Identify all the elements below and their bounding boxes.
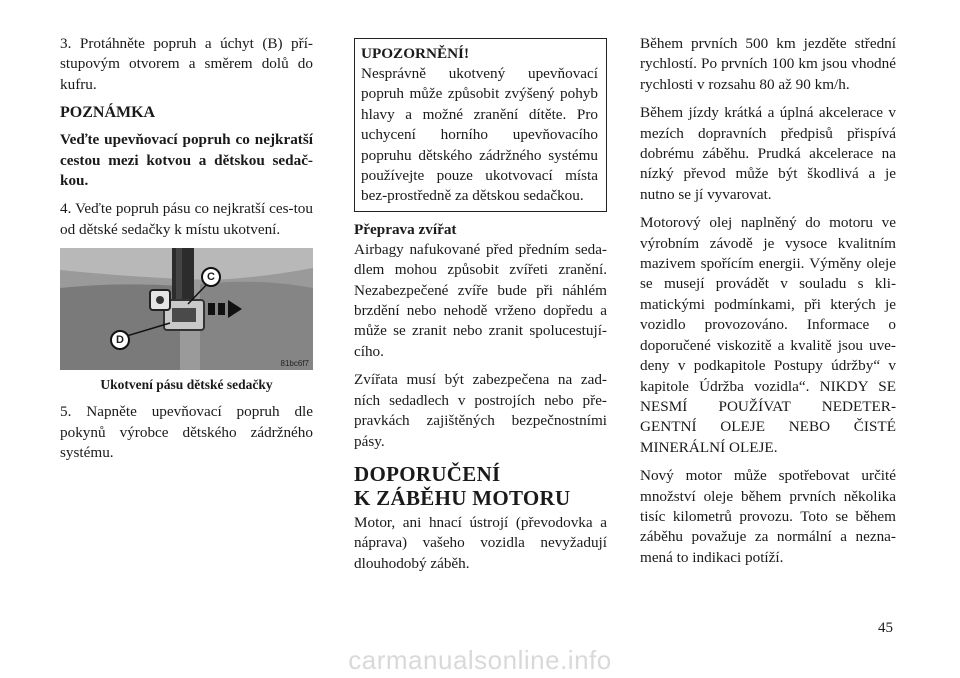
right-paragraph-3: Motorový olej naplněný do motoru ve výrobním závodě je vysoce kvalitním mazivem spořícím energii. Výměny oleje se musejí provádět v souladu s kli-matickými podmínkami, při kterých je vozidlo provozováno. Informace o doporučené viskozitě a kvalitě jsou uve-deny v podkapitole Postupy údržby“ v kapitole Údržba vozidla“. NIKDY SE NESMÍ POUŽÍVAT NEDETER-GENTNÍ OLEJE NEBO ČISTÉ MINERÁLNÍ OLEJE. bbox=[640, 214, 896, 456]
animals-paragraph-1: Airbagy nafukované před předním seda-dlem mohou způsobit zvířeti zranění. Nezabezpečené zvíře bude při náhlém brzdění nebo nehodě vrženo dopředu a může se zranit nebo zranit spolucestují-cího. bbox=[354, 240, 607, 360]
warning-title: UPOZORNĚNÍ! bbox=[361, 45, 470, 62]
note-text: Veďte upevňovací popruh co nejkratší cestou mezi kotvou a dětskou sedač-kou. bbox=[60, 131, 313, 190]
animals-paragraph-2: Zvířata musí být zabezpečena na zad-ních sedadlech v postrojích nebo pře-pravkách zajištěných bezpečnostními pásy. bbox=[354, 371, 607, 450]
figure-code: 81bc6f7 bbox=[280, 359, 309, 369]
left-column bbox=[60, 34, 313, 471]
step-4-text: 4. Veďte popruh pásu co nejkratší ces-tou od dětské sedačky k místu ukotvení. bbox=[60, 200, 313, 238]
warning-text: Nesprávně ukotvený upevňovací popruh může způsobit zvýšený pohyb hlavy a možné zranění dítěte. Pro uchycení horního upevňovacího popruhu dětského zádržného systému používejte pouze ukotvovací místa bez-prostředně za dětskou sedačkou. bbox=[361, 65, 598, 205]
right-paragraph-4: Nový motor může spotřebovat určité množství oleje během prvních několika tisíc kilometrů provozu. Toto se během záběhu považuje za normální a nezna-mená to indikaci potíží. bbox=[640, 467, 896, 566]
page-number: 45 bbox=[878, 620, 893, 636]
animals-heading: Přeprava zvířat bbox=[354, 220, 457, 238]
tether-anchor-illustration bbox=[60, 248, 313, 370]
warning-box bbox=[354, 38, 607, 212]
watermark: carmanualsonline.info bbox=[348, 645, 612, 675]
note-heading: POZNÁMKA bbox=[60, 104, 156, 122]
section-title bbox=[354, 462, 607, 510]
step-5-text: 5. Napněte upevňovací popruh dle pokynů výrobce dětského zádržného systému. bbox=[60, 403, 313, 462]
right-paragraph-2: Během jízdy krátká a úplná akcelerace v mezích dopravních předpisů přispívá dobrému záběhu. Prudká akcelerace na nízký převod může být škodlivá a je nutno se jí vyvarovat. bbox=[640, 104, 896, 203]
tether-anchor-figure bbox=[60, 248, 313, 370]
callout-c-label: C bbox=[207, 271, 215, 284]
right-paragraph-1: Během prvních 500 km jezděte střední rychlostí. Po prvních 100 km jsou vhodné rychlosti v rozsahu 80 až 90 km/h. bbox=[640, 35, 896, 93]
right-column bbox=[640, 34, 896, 576]
step-3-text: 3. Protáhněte popruh a úchyt (B) pří-stupovým otvorem a směrem dolů do kufru. bbox=[60, 35, 313, 93]
middle-column bbox=[354, 34, 607, 582]
break-in-paragraph-1: Motor, ani hnací ústrojí (převodovka a náprava) vašeho vozidla nevyžadují dlouhodobý záběh. bbox=[354, 513, 607, 572]
section-title-line-1: DOPORUČENÍ bbox=[354, 461, 501, 486]
figure-caption: Ukotvení pásu dětské sedačky bbox=[100, 377, 273, 393]
callout-d-label: D bbox=[116, 334, 124, 347]
section-title-line-2: K ZÁBĚHU MOTORU bbox=[354, 485, 571, 510]
